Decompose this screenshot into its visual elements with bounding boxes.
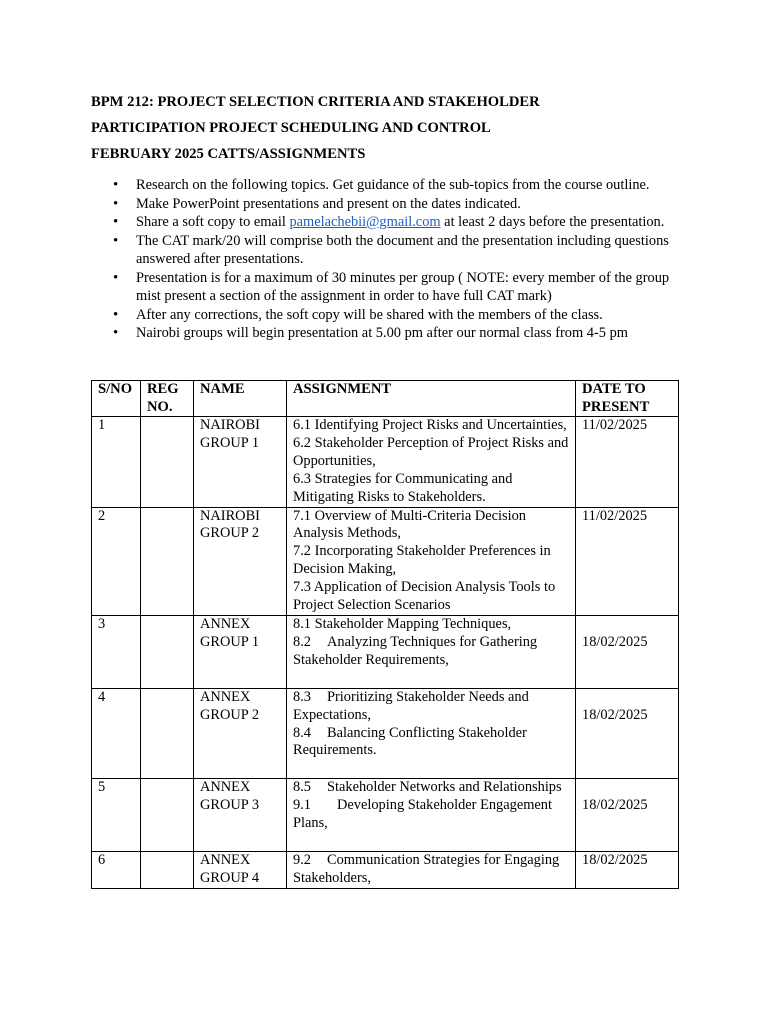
assignment-topic: 7.2 Incorporating Stakeholder Preferences in Decision Making, bbox=[293, 543, 551, 578]
assignment-topic: 7.3 Application of Decision Analysis Tools to Project Selection Scenarios bbox=[293, 579, 556, 614]
document-title-line-1: BPM 212: PROJECT SELECTION CRITERIA AND STAKEHOLDER bbox=[91, 94, 540, 110]
instruction-item bbox=[113, 213, 683, 232]
cell-sno: 6 bbox=[92, 852, 141, 889]
topic-text: Communication Strategies for Engaging Stakeholders, bbox=[293, 852, 560, 886]
instruction-text: After any corrections, the soft copy will be shared with the members of the class. bbox=[136, 306, 603, 323]
cell-assignment bbox=[287, 417, 576, 508]
instruction-item bbox=[113, 324, 683, 343]
instruction-item bbox=[113, 195, 683, 214]
cell-assignment bbox=[287, 507, 576, 615]
cell-group-name: ANNEX GROUP 2 bbox=[194, 688, 287, 779]
header-assignment: ASSIGNMENT bbox=[287, 381, 576, 417]
assignment-topic bbox=[293, 797, 570, 833]
document-subtitle: FEBRUARY 2025 CATTS/ASSIGNMENTS bbox=[91, 146, 366, 162]
cell-sno: 5 bbox=[92, 779, 141, 852]
topic-text: Stakeholder Networks and Relationships bbox=[327, 779, 562, 796]
cell-assignment bbox=[287, 852, 576, 889]
assignment-topic: 6.1 Identifying Project Risks and Uncertainties, bbox=[293, 417, 567, 433]
instruction-text: at least 2 days before the presentation. bbox=[440, 214, 665, 230]
assignment-topic bbox=[293, 725, 570, 761]
instruction-item bbox=[113, 176, 683, 195]
cell-reg-no bbox=[141, 852, 194, 889]
table-row bbox=[92, 852, 679, 889]
header-sno: S/NO bbox=[92, 381, 141, 417]
cell-group-name: ANNEX GROUP 1 bbox=[194, 615, 287, 688]
topic-text: Developing Stakeholder Engagement Plans, bbox=[293, 797, 552, 832]
instructions-list bbox=[113, 176, 683, 343]
cell-reg-no bbox=[141, 417, 194, 508]
cell-sno: 1 bbox=[92, 417, 141, 508]
instruction-text: Presentation is for a maximum of 30 minutes per group ( NOTE: every member of the group mist present a section of the assignment in order to have full CAT mark) bbox=[136, 269, 670, 304]
assignment-topic bbox=[293, 634, 570, 670]
instruction-item bbox=[113, 306, 683, 325]
instruction-text: Nairobi groups will begin presentation at 5.00 pm after our normal class from 4-5 pm bbox=[136, 325, 628, 341]
header-date-to-present: DATE TO PRESENT bbox=[576, 381, 679, 417]
instruction-item bbox=[113, 232, 683, 269]
cell-date: 11/02/2025 bbox=[576, 507, 679, 615]
cell-group-name: ANNEX GROUP 4 bbox=[194, 852, 287, 889]
cell-assignment bbox=[287, 615, 576, 688]
cell-sno: 4 bbox=[92, 688, 141, 779]
table-row bbox=[92, 779, 679, 852]
topic-text: Prioritizing Stakeholder Needs and Expectations, bbox=[293, 688, 529, 723]
assignment-topic bbox=[293, 689, 570, 725]
assignment-topic bbox=[293, 852, 570, 888]
cell-reg-no bbox=[141, 507, 194, 615]
cell-date: 18/02/2025 bbox=[576, 852, 679, 889]
header-reg-no: REG NO. bbox=[141, 381, 194, 417]
instruction-text: The CAT mark/20 will comprise both the document and the presentation including questions answered after presentations. bbox=[136, 232, 669, 267]
cell-date: 18/02/2025 bbox=[576, 779, 679, 852]
cell-sno: 3 bbox=[92, 615, 141, 688]
cell-date: 11/02/2025 bbox=[576, 417, 679, 508]
instruction-text: Research on the following topics. Get guidance of the sub-topics from the course outline. bbox=[136, 177, 650, 193]
email-link[interactable]: pamelachebii@gmail.com bbox=[289, 214, 441, 230]
cell-reg-no bbox=[141, 615, 194, 688]
document-title-line-2: PARTICIPATION PROJECT SCHEDULING AND CONTROL bbox=[91, 120, 491, 136]
assignment-topic: 6.2 Stakeholder Perception of Project Risks and Opportunities, bbox=[293, 434, 569, 469]
assignment-topic: 8.1 Stakeholder Mapping Techniques, bbox=[293, 615, 512, 632]
topic-number: 8.3 bbox=[293, 688, 311, 705]
cell-assignment bbox=[287, 779, 576, 852]
assignment-table bbox=[91, 380, 679, 889]
table-row bbox=[92, 417, 679, 508]
cell-group-name: NAIROBI GROUP 2 bbox=[194, 507, 287, 615]
topic-number: 9.1 bbox=[293, 797, 311, 814]
cell-date: 18/02/2025 bbox=[576, 615, 679, 688]
cell-spacer bbox=[293, 833, 570, 851]
cell-group-name: NAIROBI GROUP 1 bbox=[194, 417, 287, 508]
cell-sno: 2 bbox=[92, 507, 141, 615]
table-row bbox=[92, 507, 679, 615]
topic-number: 8.2 bbox=[293, 633, 311, 650]
assignment-topic: 6.3 Strategies for Communicating and Mitigating Risks to Stakeholders. bbox=[293, 470, 513, 505]
instruction-text: Share a soft copy to email bbox=[136, 214, 290, 230]
cell-spacer bbox=[293, 670, 570, 688]
cell-group-name: ANNEX GROUP 3 bbox=[194, 779, 287, 852]
cell-reg-no bbox=[141, 688, 194, 779]
table-row bbox=[92, 688, 679, 779]
header-name: NAME bbox=[194, 381, 287, 417]
cell-date: 18/02/2025 bbox=[576, 688, 679, 779]
topic-number: 9.2 bbox=[293, 852, 311, 869]
cell-spacer bbox=[293, 760, 570, 778]
assignment-topic bbox=[293, 779, 570, 797]
instruction-text: Make PowerPoint presentations and present on the dates indicated. bbox=[136, 195, 521, 212]
cell-reg-no bbox=[141, 779, 194, 852]
topic-number: 8.4 bbox=[293, 724, 311, 741]
cell-assignment bbox=[287, 688, 576, 779]
topic-number: 8.5 bbox=[293, 779, 311, 796]
table-row bbox=[92, 615, 679, 688]
table-header-row bbox=[92, 381, 679, 417]
assignment-topic: 7.1 Overview of Multi-Criteria Decision Analysis Methods, bbox=[293, 507, 526, 542]
topic-text: Balancing Conflicting Stakeholder Requirements. bbox=[293, 724, 527, 759]
instruction-item bbox=[113, 269, 683, 306]
topic-text: Analyzing Techniques for Gathering Stakeholder Requirements, bbox=[293, 633, 538, 668]
